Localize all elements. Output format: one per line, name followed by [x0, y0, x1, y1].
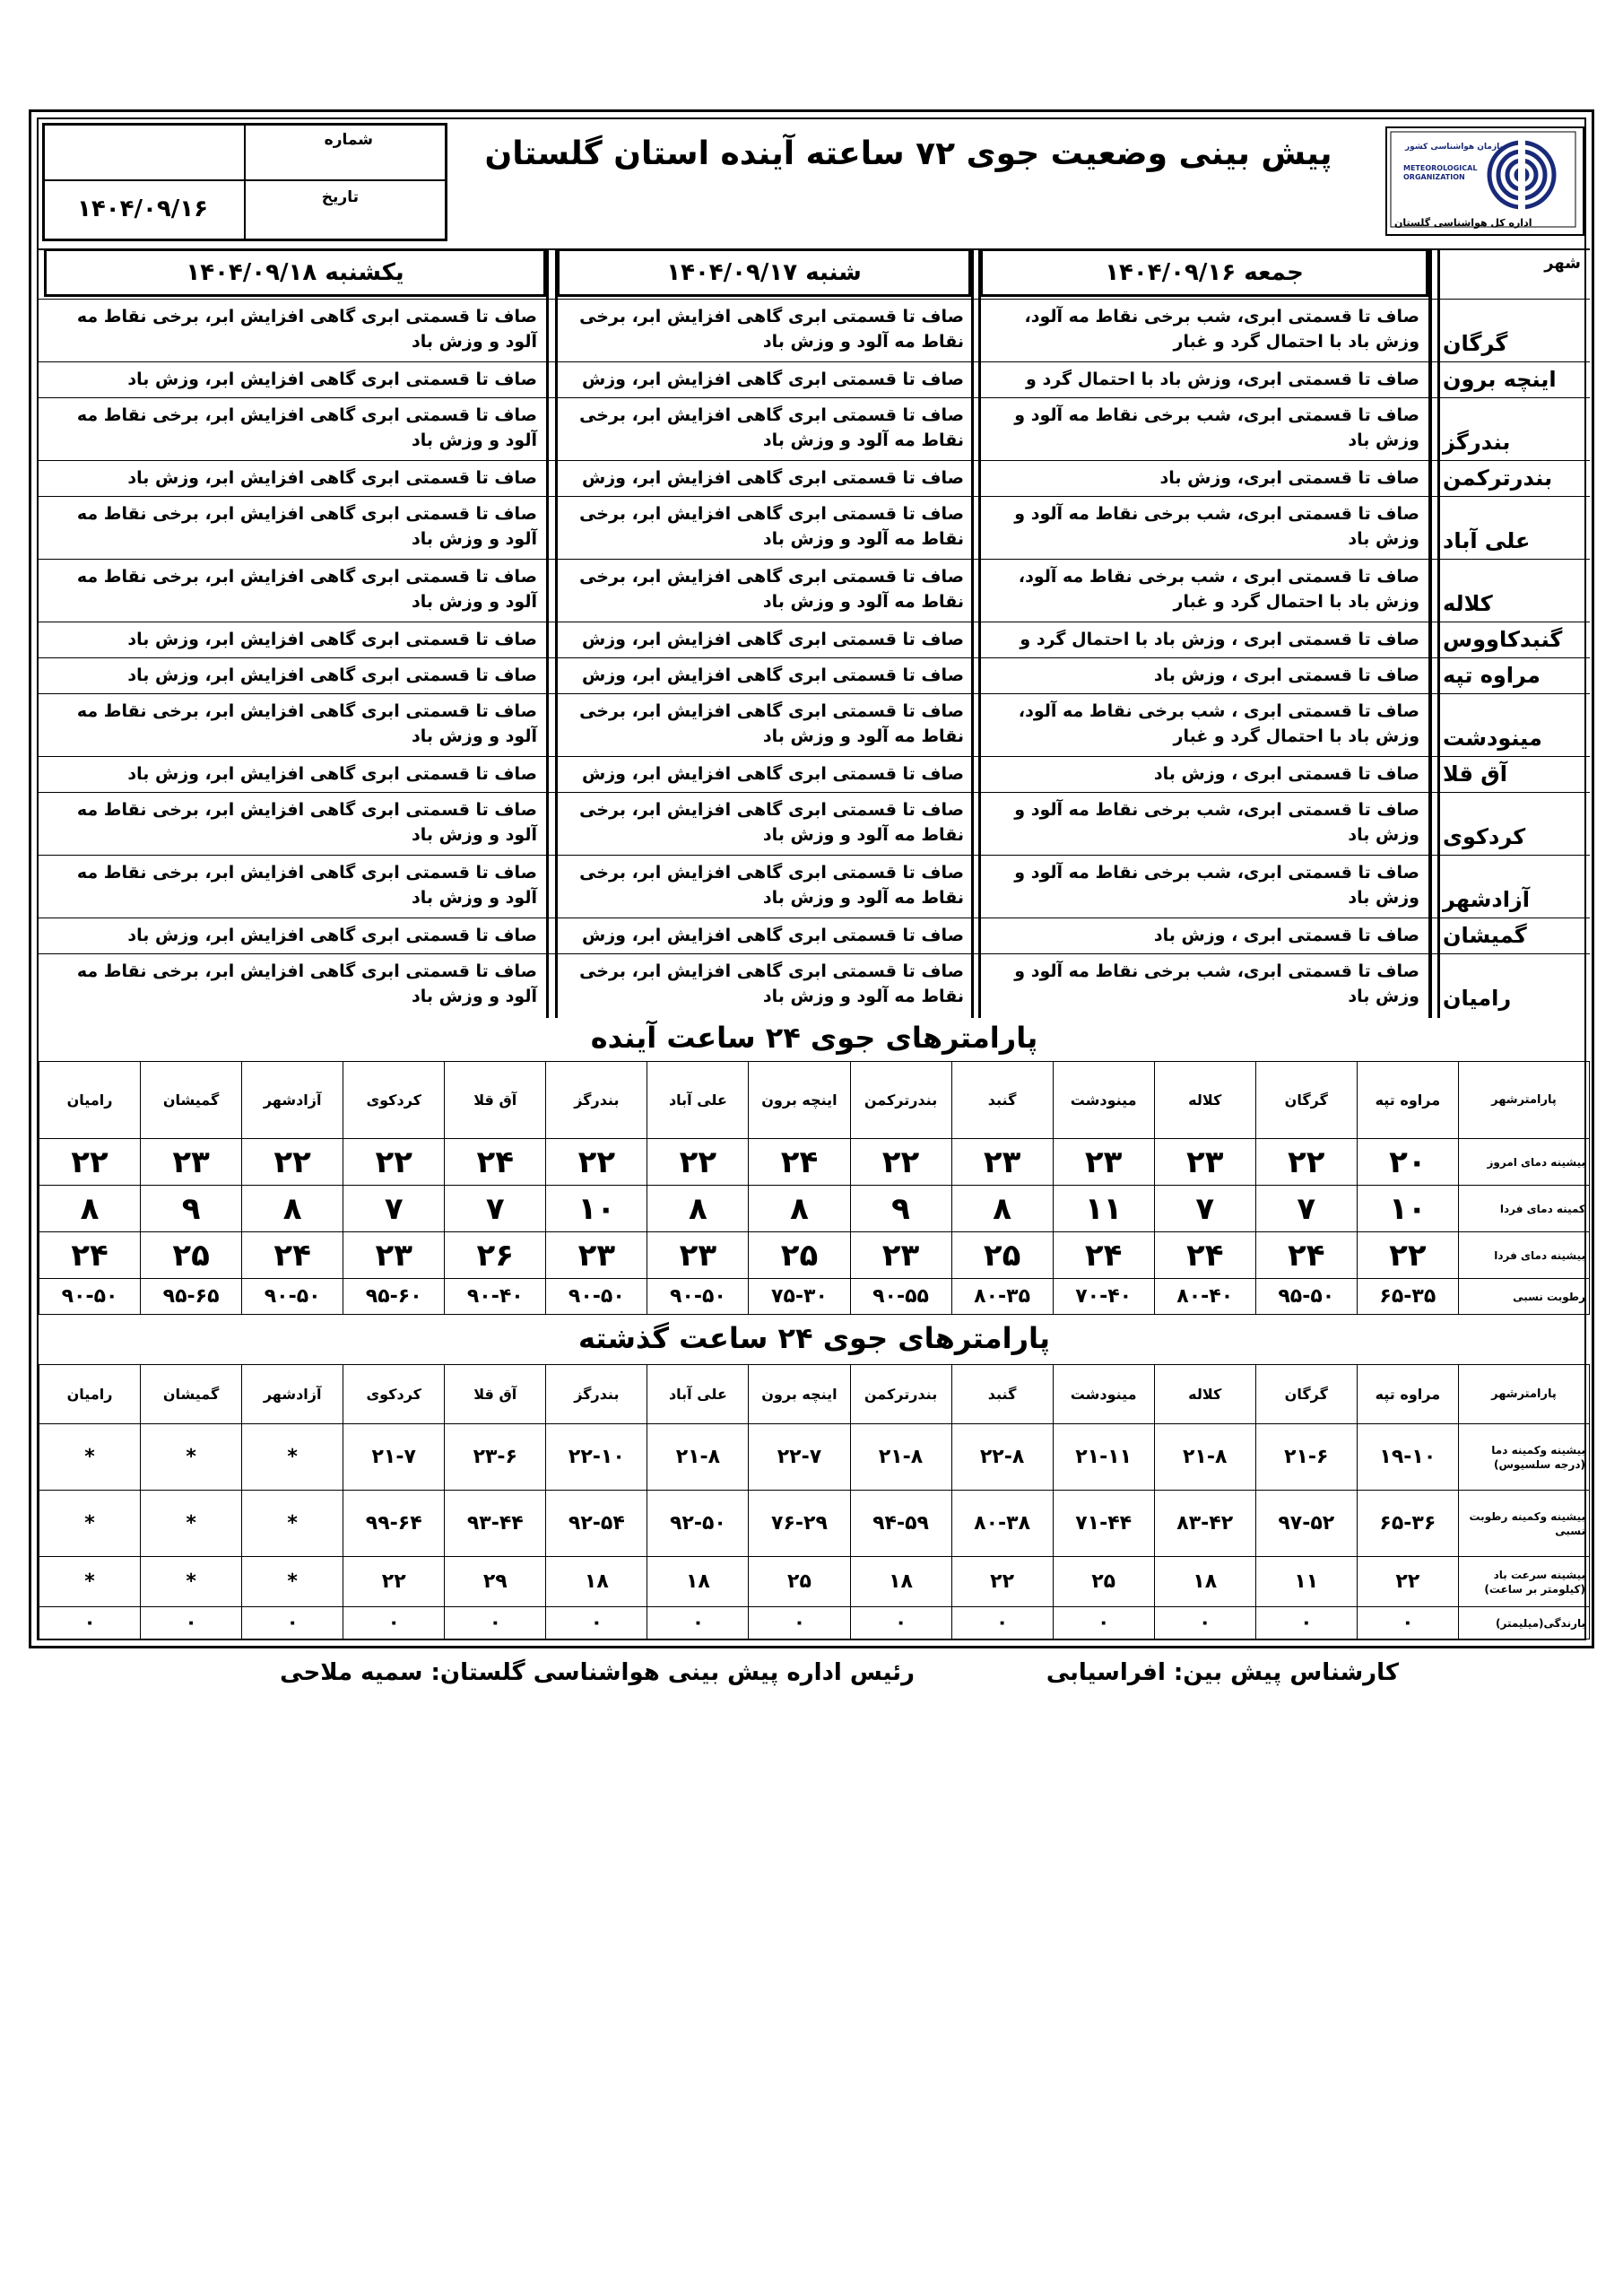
param-value: ۱۱ — [1053, 1186, 1154, 1232]
forecast-cell-day1: صاف تا قسمتی ابری ، وزش باد — [1153, 665, 1419, 685]
row-divider — [39, 756, 1590, 757]
logo-text-top: سازمان هواشناسی کشور — [1405, 143, 1508, 152]
param-value: ۲۴ — [1154, 1232, 1255, 1279]
row-divider — [39, 855, 1590, 856]
param-value: ۲۴ — [749, 1139, 850, 1186]
city-header: مینودشت — [1053, 1062, 1154, 1139]
param-value: ۰ — [850, 1607, 951, 1639]
param-value: ۹ — [141, 1186, 242, 1232]
forecast-cell-day1: صاف تا قسمتی ابری ، وزش باد — [1153, 926, 1419, 945]
param-value: ۲۳ — [141, 1139, 242, 1186]
param-value: ۲۴ — [1255, 1232, 1357, 1279]
forecast-72h-section — [39, 248, 1590, 1018]
city-header: مراوه تپه — [1357, 1365, 1458, 1424]
forecast-cell-day2: صاف تا قسمتی ابری گاهی افزایش ابر، برخی نقاط مه آلود و وزش باد — [579, 961, 964, 1006]
column-divider — [971, 248, 974, 1018]
forecast-cell-day3: صاف تا قسمتی ابری گاهی افزایش ابر، برخی نقاط مه آلود و وزش باد — [76, 961, 537, 1006]
param-value: ۲۱-۸ — [850, 1424, 951, 1491]
param-value: * — [39, 1491, 141, 1557]
city-name: علی آباد — [1443, 528, 1531, 553]
param-value: ۷ — [445, 1186, 546, 1232]
city-name: اینچه برون — [1443, 367, 1557, 392]
param-value: ۲۴ — [445, 1139, 546, 1186]
row-divider — [39, 559, 1590, 560]
forecast-cell-day2: صاف تا قسمتی ابری گاهی افزایش ابر، برخی نقاط مه آلود و وزش باد — [579, 307, 964, 352]
forecast-cell-day2: صاف تا قسمتی ابری گاهی افزایش ابر، برخی نقاط مه آلود و وزش باد — [579, 800, 964, 845]
param-value: ۹۰-۴۰ — [445, 1279, 546, 1315]
param-value: ۸ — [242, 1186, 343, 1232]
param-value: ۰ — [647, 1607, 749, 1639]
param-value: * — [141, 1557, 242, 1607]
city-header: گمیشان — [141, 1062, 242, 1139]
param-label: کمینه دمای فردا — [1458, 1186, 1589, 1232]
forecast-cell-day3: صاف تا قسمتی ابری گاهی افزایش ابر، وزش باد — [127, 926, 537, 945]
param-value: ۸ — [951, 1186, 1053, 1232]
param-value: ۹۰-۵۰ — [39, 1279, 141, 1315]
param-value: ۰ — [1255, 1607, 1357, 1639]
param-value: ۲۲ — [647, 1139, 749, 1186]
param-value: ۹۴-۵۹ — [850, 1491, 951, 1557]
param-value: ۹۰-۵۰ — [242, 1279, 343, 1315]
param-value: ۲۲ — [546, 1139, 647, 1186]
param-value: ۷۵-۳۰ — [749, 1279, 850, 1315]
param-value: ۲۳ — [951, 1139, 1053, 1186]
date-label-cell — [245, 180, 446, 239]
param-value: ۲۲-۷ — [749, 1424, 850, 1491]
column-divider — [978, 248, 981, 1018]
param-value: ۱۸ — [647, 1557, 749, 1607]
forecast-cell-day3: صاف تا قسمتی ابری گاهی افزایش ابر، برخی نقاط مه آلود و وزش باد — [76, 701, 537, 746]
forecast-cell-day2: صاف تا قسمتی ابری گاهی افزایش ابر، وزش — [581, 370, 964, 389]
param-value: ۰ — [343, 1607, 445, 1639]
param-value: ۲۵ — [141, 1232, 242, 1279]
param-value: ۲۲ — [343, 1557, 445, 1607]
param-value: ۲۹ — [445, 1557, 546, 1607]
param-value: ۲۰ — [1357, 1139, 1458, 1186]
param-value: ۲۲-۱۰ — [546, 1424, 647, 1491]
forecast-cell-day1: صاف تا قسمتی ابری، شب برخی نقاط مه آلود و وزش باد — [1014, 800, 1419, 845]
city-header: آق قلا — [445, 1365, 546, 1424]
param-value: ۹۳-۴۴ — [445, 1491, 546, 1557]
param-value: ۲۵ — [749, 1232, 850, 1279]
param-value: ۹ — [850, 1186, 951, 1232]
date-value: ۱۴۰۴/۰۹/۱۶ — [77, 196, 208, 222]
row-divider — [39, 693, 1590, 694]
row-divider — [39, 397, 1590, 398]
param-value: ۲۳ — [647, 1232, 749, 1279]
param-value: ۸ — [39, 1186, 141, 1232]
city-header: رامیان — [39, 1365, 141, 1424]
forecast-cell-day1: صاف تا قسمتی ابری ، وزش باد با احتمال گرد و — [1020, 630, 1419, 649]
param-label: بیشینه دمای امروز — [1458, 1139, 1589, 1186]
forecast-cell-day2: صاف تا قسمتی ابری گاهی افزایش ابر، برخی نقاط مه آلود و وزش باد — [579, 863, 964, 908]
day3-header: یکشنبه ۱۴۰۴/۰۹/۱۸ — [44, 248, 546, 297]
param-value: ۲۲ — [1357, 1557, 1458, 1607]
city-name: آق قلا — [1443, 761, 1507, 787]
row-divider — [39, 792, 1590, 793]
forecast-cell-day2: صاف تا قسمتی ابری گاهی افزایش ابر، برخی نقاط مه آلود و وزش باد — [579, 504, 964, 549]
param-value: ۲۱-۱۱ — [1053, 1424, 1154, 1491]
city-header: اینچه برون — [749, 1062, 850, 1139]
param-value: ۷۶-۲۹ — [749, 1491, 850, 1557]
city-header: اینچه برون — [749, 1365, 850, 1424]
forecast-cell-day3: صاف تا قسمتی ابری گاهی افزایش ابر، برخی نقاط مه آلود و وزش باد — [76, 307, 537, 352]
param-value: ۸۰-۳۸ — [951, 1491, 1053, 1557]
param-value: ۶۵-۳۶ — [1357, 1491, 1458, 1557]
column-divider — [555, 248, 558, 1018]
param-value: ۲۲ — [1255, 1139, 1357, 1186]
param-value: ۱۸ — [850, 1557, 951, 1607]
forecast-cell-day2: صاف تا قسمتی ابری گاهی افزایش ابر، برخی نقاط مه آلود و وزش باد — [579, 405, 964, 450]
param-value: ۰ — [1053, 1607, 1154, 1639]
param-value: ۷۰-۴۰ — [1053, 1279, 1154, 1315]
forecast-cell-day1: صاف تا قسمتی ابری، شب برخی نقاط مه آلود و وزش باد — [1014, 863, 1419, 908]
city-name: بندرگز — [1443, 430, 1511, 455]
city-header: مراوه تپه — [1357, 1062, 1458, 1139]
page-title: پیش بینی وضعیت جوی ۷۲ ساعته آینده استان گلستان — [484, 135, 1332, 172]
param-value: ۸۳-۴۲ — [1154, 1491, 1255, 1557]
param-value: ۲۵ — [1053, 1557, 1154, 1607]
city-header: بندرگز — [546, 1062, 647, 1139]
meta-box — [42, 123, 447, 241]
city-name: کردکوی — [1443, 824, 1526, 849]
param-value: * — [39, 1424, 141, 1491]
param-value: * — [242, 1491, 343, 1557]
param-value: ۲۱-۸ — [647, 1424, 749, 1491]
city-header: کلاله — [1154, 1062, 1255, 1139]
param-value: ۷۱-۴۴ — [1053, 1491, 1154, 1557]
param-label: رطوبت نسبی — [1458, 1279, 1589, 1315]
city-name: آزادشهر — [1443, 887, 1530, 912]
param-label: بارندگی(میلیمتر) — [1458, 1607, 1589, 1639]
city-name: گرگان — [1443, 331, 1508, 356]
forecast-cell-day2: صاف تا قسمتی ابری گاهی افزایش ابر، وزش — [581, 468, 964, 488]
forecast-cell-day3: صاف تا قسمتی ابری گاهی افزایش ابر، وزش باد — [127, 630, 537, 649]
param-value: ۱۰ — [546, 1186, 647, 1232]
param-value: ۲۲ — [343, 1139, 445, 1186]
param-value: ۷ — [343, 1186, 445, 1232]
day2-header: شنبه ۱۴۰۴/۰۹/۱۷ — [557, 248, 971, 297]
city-header: بندرترکمن — [850, 1062, 951, 1139]
param-value: ۹۹-۶۴ — [343, 1491, 445, 1557]
param-value: ۲۲-۸ — [951, 1424, 1053, 1491]
param-value: ۲۱-۸ — [1154, 1424, 1255, 1491]
forecast-cell-day3: صاف تا قسمتی ابری گاهی افزایش ابر، وزش باد — [127, 665, 537, 685]
param-value: * — [242, 1424, 343, 1491]
param-value: ۲۳ — [546, 1232, 647, 1279]
city-column-header: شهر — [1544, 254, 1581, 273]
param-label: بیشینه وکمینه دما (درجه سلسیوس) — [1458, 1424, 1589, 1491]
city-header: آق قلا — [445, 1062, 546, 1139]
city-header: علی آباد — [647, 1062, 749, 1139]
forecast-cell-day1: صاف تا قسمتی ابری، شب برخی نقاط مه آلود و وزش باد — [1014, 961, 1419, 1006]
row-divider — [39, 460, 1590, 461]
param-value: ۹۰-۵۵ — [850, 1279, 951, 1315]
city-name: مراوه تپه — [1443, 663, 1541, 688]
param-value: ۰ — [546, 1607, 647, 1639]
param-value: ۲۴ — [1053, 1232, 1154, 1279]
forecast-cell-day1: صاف تا قسمتی ابری، شب برخی نقاط مه آلود و وزش باد — [1014, 504, 1419, 549]
param-value: ۸ — [749, 1186, 850, 1232]
param-value: ۹۲-۵۰ — [647, 1491, 749, 1557]
forecast-cell-day1: صاف تا قسمتی ابری، شب برخی نقاط مه آلود و وزش باد — [1014, 405, 1419, 450]
param-value: ۲۳ — [1154, 1139, 1255, 1186]
forecast-cell-day2: صاف تا قسمتی ابری گاهی افزایش ابر، برخی نقاط مه آلود و وزش باد — [579, 701, 964, 746]
param-value: ۸۰-۳۵ — [951, 1279, 1053, 1315]
param-value: ۰ — [39, 1607, 141, 1639]
param-value: ۹۵-۵۰ — [1255, 1279, 1357, 1315]
param-value: ۱۰ — [1357, 1186, 1458, 1232]
city-header: مینودشت — [1053, 1365, 1154, 1424]
param-corner-header: پارامترشهر — [1458, 1365, 1589, 1424]
city-header: بندرترکمن — [850, 1365, 951, 1424]
forecast-cell-day3: صاف تا قسمتی ابری گاهی افزایش ابر، برخی نقاط مه آلود و وزش باد — [76, 863, 537, 908]
row-divider — [39, 361, 1590, 362]
logo-text-en: METEOROLOGICAL ORGANIZATION — [1403, 164, 1478, 181]
param-value: ۲۵ — [951, 1232, 1053, 1279]
param-value: ۹۰-۵۰ — [546, 1279, 647, 1315]
column-divider — [1437, 248, 1440, 1018]
past24-table — [39, 1364, 1590, 1639]
param-value: ۲۲ — [1357, 1232, 1458, 1279]
forecast-cell-day2: صاف تا قسمتی ابری گاهی افزایش ابر، وزش — [581, 665, 964, 685]
next24-table — [39, 1061, 1590, 1315]
city-header: گرگان — [1255, 1365, 1357, 1424]
param-value: * — [141, 1491, 242, 1557]
forecast-cell-day3: صاف تا قسمتی ابری گاهی افزایش ابر، وزش باد — [127, 370, 537, 389]
city-header: بندرگز — [546, 1365, 647, 1424]
column-divider — [546, 248, 549, 1018]
param-value: ۹۲-۵۴ — [546, 1491, 647, 1557]
row-divider — [39, 657, 1590, 658]
city-header: رامیان — [39, 1062, 141, 1139]
param-value: ۲۳ — [850, 1232, 951, 1279]
param-value: ۲۱-۶ — [1255, 1424, 1357, 1491]
city-name: گنبدکاووس — [1443, 627, 1563, 652]
param-value: ۰ — [141, 1607, 242, 1639]
param-value: ۲۱-۷ — [343, 1424, 445, 1491]
param-value: ۲۴ — [39, 1232, 141, 1279]
param-value: * — [141, 1424, 242, 1491]
param-value: ۲۲ — [951, 1557, 1053, 1607]
forecast-cell-day1: صاف تا قسمتی ابری، وزش باد با احتمال گرد و — [1026, 370, 1419, 389]
city-name: گمیشان — [1443, 923, 1527, 948]
param-value: ۲۳ — [1053, 1139, 1154, 1186]
param-value: ۶۵-۳۵ — [1357, 1279, 1458, 1315]
number-value-cell — [44, 125, 245, 180]
forecast-cell-day3: صاف تا قسمتی ابری گاهی افزایش ابر، برخی نقاط مه آلود و وزش باد — [76, 800, 537, 845]
param-label: بیشینه وکمینه رطوبت نسبی — [1458, 1491, 1589, 1557]
document-inner-frame — [37, 117, 1586, 1640]
city-header: گرگان — [1255, 1062, 1357, 1139]
department-head-name: رئیس اداره پیش بینی هواشناسی گلستان: سمیه ملاحی — [280, 1659, 915, 1686]
param-value: ۸۰-۴۰ — [1154, 1279, 1255, 1315]
past24-title: پارامترهای جوی ۲۴ ساعت گذشته — [577, 1321, 1051, 1355]
forecast-cell-day2: صاف تا قسمتی ابری گاهی افزایش ابر، برخی نقاط مه آلود و وزش باد — [579, 567, 964, 612]
param-value: ۲۴ — [242, 1232, 343, 1279]
column-divider — [1428, 248, 1432, 1018]
city-header: آزادشهر — [242, 1062, 343, 1139]
param-value: ۹۵-۶۰ — [343, 1279, 445, 1315]
param-value: ۲۵ — [749, 1557, 850, 1607]
param-label: بیشینه سرعت باد (کیلومتر بر ساعت) — [1458, 1557, 1589, 1607]
param-value: ۱۹-۱۰ — [1357, 1424, 1458, 1491]
param-value: ۹۷-۵۲ — [1255, 1491, 1357, 1557]
param-value: ۲۲ — [242, 1139, 343, 1186]
param-value: ۲۳-۶ — [445, 1424, 546, 1491]
param-value: ۷ — [1154, 1186, 1255, 1232]
forecast-cell-day2: صاف تا قسمتی ابری گاهی افزایش ابر، وزش — [581, 764, 964, 784]
city-header: علی آباد — [647, 1365, 749, 1424]
forecast-cell-day2: صاف تا قسمتی ابری گاهی افزایش ابر، وزش — [581, 630, 964, 649]
day1-header: جمعه ۱۴۰۴/۰۹/۱۶ — [980, 248, 1428, 297]
city-name: رامیان — [1443, 986, 1512, 1011]
param-value: ۸ — [647, 1186, 749, 1232]
row-divider — [39, 953, 1590, 954]
param-value: ۰ — [1154, 1607, 1255, 1639]
param-value: ۲۶ — [445, 1232, 546, 1279]
forecast-cell-day1: صاف تا قسمتی ابری ، شب برخی نقاط مه آلود، وزش باد با احتمال گرد و غبار — [1018, 701, 1419, 746]
param-value: ۱۱ — [1255, 1557, 1357, 1607]
param-value: ۲۲ — [850, 1139, 951, 1186]
forecast-cell-day1: صاف تا قسمتی ابری ، شب برخی نقاط مه آلود، وزش باد با احتمال گرد و غبار — [1018, 567, 1419, 612]
param-value: ۰ — [749, 1607, 850, 1639]
city-header: گنبد — [951, 1062, 1053, 1139]
forecast-cell-day3: صاف تا قسمتی ابری گاهی افزایش ابر، برخی نقاط مه آلود و وزش باد — [76, 567, 537, 612]
forecast-cell-day2: صاف تا قسمتی ابری گاهی افزایش ابر، وزش — [581, 926, 964, 945]
city-header: کردکوی — [343, 1062, 445, 1139]
param-value: ۲۲ — [39, 1139, 141, 1186]
param-value: ۱۸ — [1154, 1557, 1255, 1607]
date-value-cell — [44, 180, 245, 239]
param-corner-header: پارامترشهر — [1458, 1062, 1589, 1139]
row-divider — [39, 496, 1590, 497]
forecast-cell-day1: صاف تا قسمتی ابری، شب برخی نقاط مه آلود، وزش باد با احتمال گرد و غبار — [1024, 307, 1419, 352]
document-header — [39, 119, 1590, 245]
param-value: ۱۸ — [546, 1557, 647, 1607]
param-value: ۲۳ — [343, 1232, 445, 1279]
city-header: گمیشان — [141, 1365, 242, 1424]
forecaster-name: کارشناس پیش بین: افراسیابی — [1046, 1659, 1399, 1686]
param-value: ۰ — [1357, 1607, 1458, 1639]
forecast-cell-day1: صاف تا قسمتی ابری ، وزش باد — [1153, 764, 1419, 784]
meteorological-organization-logo — [1385, 126, 1584, 236]
param-value: ۹۵-۶۵ — [141, 1279, 242, 1315]
number-label: شماره — [324, 131, 373, 149]
document-frame — [29, 109, 1594, 1648]
city-name: مینودشت — [1443, 726, 1542, 751]
param-value: ۹۰-۵۰ — [647, 1279, 749, 1315]
city-header: آزادشهر — [242, 1365, 343, 1424]
logo-text-bottom: اداره کل هواشناسی گلستان — [1394, 217, 1532, 229]
param-value: ۰ — [951, 1607, 1053, 1639]
param-value: ۷ — [1255, 1186, 1357, 1232]
next24-title: پارامترهای جوی ۲۴ ساعت آینده — [590, 1021, 1038, 1055]
param-value: ۰ — [445, 1607, 546, 1639]
forecast-cell-day3: صاف تا قسمتی ابری گاهی افزایش ابر، وزش باد — [127, 468, 537, 488]
param-value: ۰ — [242, 1607, 343, 1639]
city-header: گنبد — [951, 1365, 1053, 1424]
forecast-cell-day3: صاف تا قسمتی ابری گاهی افزایش ابر، برخی نقاط مه آلود و وزش باد — [76, 405, 537, 450]
param-value: * — [39, 1557, 141, 1607]
forecast-cell-day3: صاف تا قسمتی ابری گاهی افزایش ابر، برخی نقاط مه آلود و وزش باد — [76, 504, 537, 549]
city-name: بندرترکمن — [1443, 465, 1553, 491]
city-name: کلاله — [1443, 591, 1493, 616]
number-label-cell — [245, 125, 446, 180]
row-divider — [39, 299, 1590, 300]
city-header: کردکوی — [343, 1365, 445, 1424]
param-value: * — [242, 1557, 343, 1607]
city-header: کلاله — [1154, 1365, 1255, 1424]
date-label: تاریخ — [321, 188, 359, 206]
param-label: بیشینه دمای فردا — [1458, 1232, 1589, 1279]
forecast-cell-day3: صاف تا قسمتی ابری گاهی افزایش ابر، وزش باد — [127, 764, 537, 784]
forecast-cell-day1: صاف تا قسمتی ابری، وزش باد — [1159, 468, 1419, 488]
